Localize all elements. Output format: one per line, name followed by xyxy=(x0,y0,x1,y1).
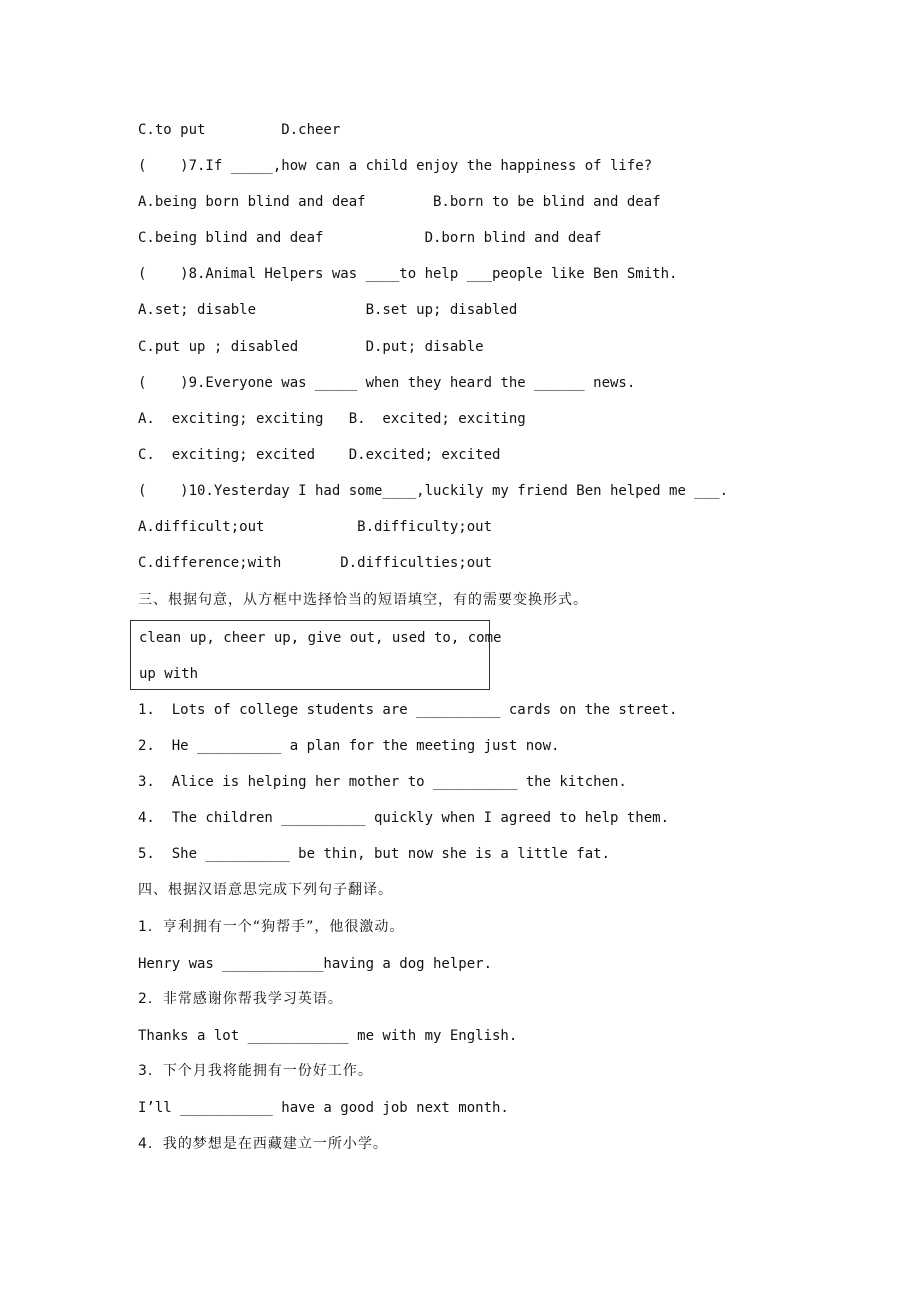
phrase-box xyxy=(130,620,502,690)
section3-item-3: 3. Alice is helping her mother to __________ the kitchen. xyxy=(138,774,627,790)
section4-item-1-cn: 1．亨利拥有一个“狗帮手”，他很激动。 xyxy=(138,919,405,935)
section4-item-2-en: Thanks a lot ____________ me with my English. xyxy=(138,1028,518,1044)
q7-stem: ( )7.If _____,how can a child enjoy the happiness of life? xyxy=(138,158,653,174)
phrase-box-line1: clean up, cheer up, give out, used to, come xyxy=(139,630,502,646)
q6-options-cd: C.to put D.cheer xyxy=(138,122,341,138)
q7-options-ab: A.being born blind and deaf B.born to be blind and deaf xyxy=(138,194,661,210)
section4-item-4-cn: 4．我的梦想是在西藏建立一所小学。 xyxy=(138,1136,388,1152)
q7-options-cd: C.being blind and deaf D.born blind and deaf xyxy=(138,230,602,246)
section3-item-2: 2. He __________ a plan for the meeting just now. xyxy=(138,738,560,754)
section3-item-4: 4. The children __________ quickly when I agreed to help them. xyxy=(138,810,670,826)
section4-item-3-cn: 3．下个月我将能拥有一份好工作。 xyxy=(138,1063,373,1079)
section4-heading: 四、根据汉语意思完成下列句子翻译。 xyxy=(138,882,393,898)
q9-options-ab: A. exciting; exciting B. excited; exciting xyxy=(138,411,526,427)
q10-stem: ( )10.Yesterday I had some____,luckily my friend Ben helped me ___. xyxy=(138,483,729,499)
section3-heading: 三、根据句意，从方框中选择恰当的短语填空，有的需要变换形式。 xyxy=(138,592,588,608)
section4-item-1-en: Henry was ____________having a dog helper. xyxy=(138,956,493,972)
q8-stem: ( )8.Animal Helpers was ____to help ___people like Ben Smith. xyxy=(138,266,678,282)
q8-options-cd: C.put up ; disabled D.put; disable xyxy=(138,339,484,355)
phrase-box-line2: up with xyxy=(139,666,199,682)
q10-options-ab: A.difficult;out B.difficulty;out xyxy=(138,519,493,535)
q9-stem: ( )9.Everyone was _____ when they heard the ______ news. xyxy=(138,375,636,391)
section4-item-2-cn: 2．非常感谢你帮我学习英语。 xyxy=(138,991,343,1007)
q9-options-cd: C. exciting; excited D.excited; excited xyxy=(138,447,501,463)
section3-item-5: 5. She __________ be thin, but now she is a little fat. xyxy=(138,846,611,862)
q10-options-cd: C.difference;with D.difficulties;out xyxy=(138,555,493,571)
q8-options-ab: A.set; disable B.set up; disabled xyxy=(138,302,518,318)
section3-item-1: 1. Lots of college students are __________ cards on the street. xyxy=(138,702,678,718)
section4-item-3-en: I’ll ___________ have a good job next month. xyxy=(138,1100,509,1116)
